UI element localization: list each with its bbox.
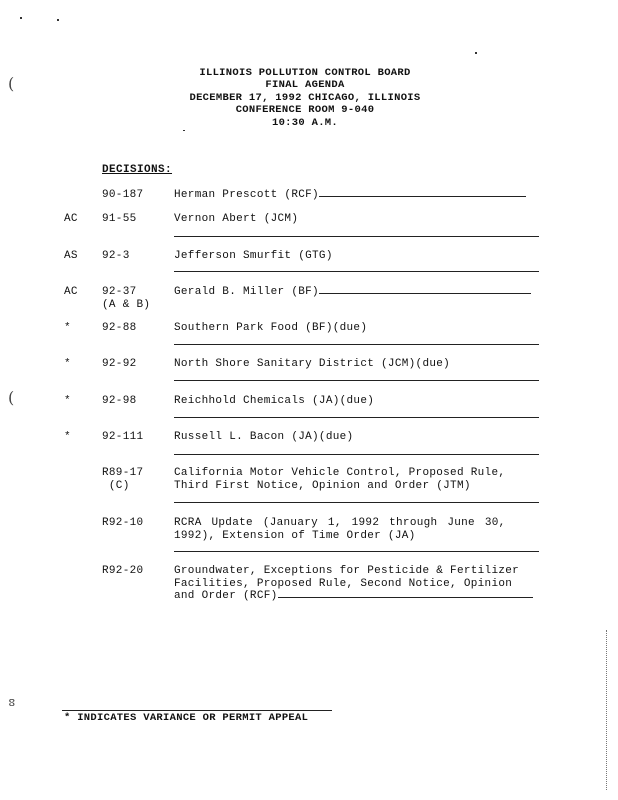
- description-line: Gerald B. Miller (BF): [174, 286, 319, 298]
- meeting-room: CONFERENCE ROOM 9-040: [235, 104, 375, 117]
- item-mark: AC: [64, 213, 78, 225]
- agenda-type: FINAL AGENDA: [265, 79, 345, 92]
- footer-divider: [62, 710, 332, 711]
- margin-bracket-mark: (: [8, 74, 15, 93]
- scan-speck: [57, 19, 59, 21]
- description-line: Reichhold Chemicals (JA)(due): [174, 395, 375, 407]
- signature-line: [174, 454, 539, 455]
- item-description: [174, 189, 539, 202]
- docket-number: R92-20: [102, 565, 144, 577]
- meeting-date-location: DECEMBER 17, 1992 CHICAGO, ILLINOIS: [189, 91, 421, 104]
- description-line: RCRA Update (January 1, 1992 through June 30,: [174, 517, 506, 529]
- description-line: Russell L. Bacon (JA)(due): [174, 431, 354, 443]
- scan-speck: [20, 17, 22, 19]
- item-description: [174, 213, 539, 226]
- signature-line: [174, 417, 539, 418]
- item-mark: AS: [64, 250, 78, 262]
- scan-speck: [183, 130, 185, 131]
- scan-speck: [475, 52, 477, 54]
- docket-number: 92-98: [102, 395, 137, 407]
- description-line: Third First Notice, Opinion and Order (JTM): [174, 479, 471, 492]
- signature-line: [174, 344, 539, 345]
- item-description: [174, 358, 539, 371]
- item-mark: *: [64, 431, 71, 443]
- description-line: and Order (RCF): [174, 590, 278, 602]
- footnote-legend: * INDICATES VARIANCE OR PERMIT APPEAL: [64, 712, 309, 724]
- docket-number: 91-55: [102, 213, 137, 225]
- description-line: Jefferson Smurfit (GTG): [174, 250, 333, 262]
- docket-number: 92-111: [102, 431, 144, 443]
- docket-number: 92-88: [102, 322, 137, 334]
- docket-number: R89-17 (C): [102, 467, 144, 492]
- item-mark: *: [64, 358, 71, 370]
- signature-line: [174, 551, 539, 552]
- signature-line: [319, 195, 526, 197]
- signature-line: [278, 596, 533, 598]
- description-line: California Motor Vehicle Control, Proposed Rule,: [174, 467, 506, 479]
- docket-number: 92-3: [102, 250, 130, 262]
- item-mark: *: [64, 322, 71, 334]
- section-title: DECISIONS:: [102, 164, 173, 176]
- docket-number: 92-92: [102, 358, 137, 370]
- description-line: Southern Park Food (BF)(due): [174, 322, 368, 334]
- margin-bracket-mark: (: [8, 388, 15, 407]
- description-line: North Shore Sanitary District (JCM)(due): [174, 358, 451, 370]
- scan-edge-dots: [606, 630, 608, 790]
- agenda-header: [150, 67, 460, 129]
- docket-number: R92-10: [102, 517, 144, 529]
- docket-number: 92-37 (A & B): [102, 286, 151, 311]
- description-line: Vernon Abert (JCM): [174, 213, 299, 225]
- signature-line: [174, 236, 539, 237]
- item-description: [174, 467, 539, 492]
- board-name: ILLINOIS POLLUTION CONTROL BOARD: [199, 67, 411, 79]
- description-line: Facilities, Proposed Rule, Second Notice, Opinion: [174, 577, 513, 590]
- signature-line: [174, 271, 539, 272]
- signature-line: [174, 502, 539, 503]
- item-mark: *: [64, 395, 71, 407]
- item-description: [174, 517, 539, 542]
- item-description: [174, 565, 539, 603]
- item-mark: AC: [64, 286, 78, 298]
- item-description: [174, 286, 539, 299]
- signature-line: [319, 292, 531, 294]
- item-description: [174, 250, 539, 263]
- item-description: [174, 395, 539, 408]
- signature-line: [174, 380, 539, 381]
- description-line: 1992), Extension of Time Order (JA): [174, 529, 416, 542]
- item-description: [174, 431, 539, 444]
- meeting-time: 10:30 A.M.: [271, 116, 338, 129]
- description-line: Groundwater, Exceptions for Pesticide & Fertilizer: [174, 565, 520, 577]
- description-line: Herman Prescott (RCF): [174, 189, 319, 201]
- item-description: [174, 322, 539, 335]
- margin-scribble-mark: ៜ: [8, 695, 16, 709]
- docket-number: 90-187: [102, 189, 144, 201]
